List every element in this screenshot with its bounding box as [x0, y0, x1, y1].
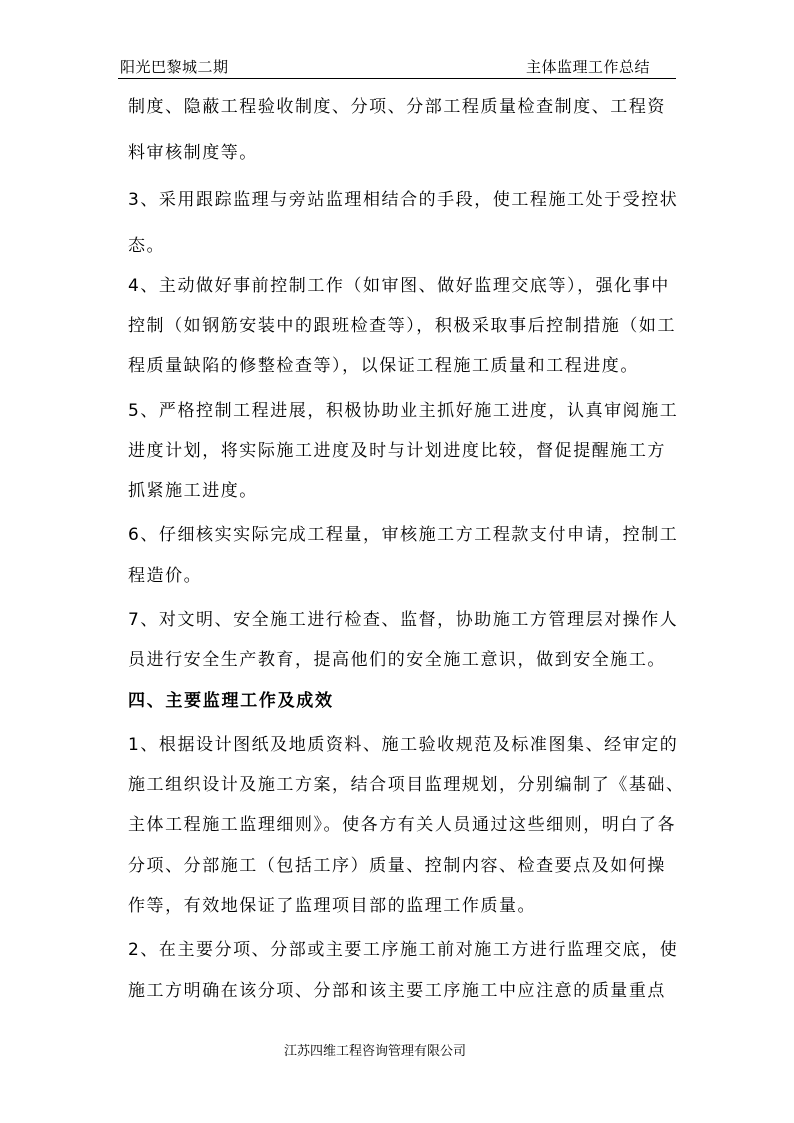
body-line: 程质量缺陷的修整检查等），以保证工程施工质量和工程进度。: [128, 356, 639, 376]
body-line: 2、在主要分项、分部或主要工序施工前对施工方进行监理交底，使: [128, 940, 679, 960]
body-line: 进度计划，将实际施工进度及时与计划进度比较，督促提醒施工方: [128, 441, 666, 461]
body-line: 5、严格控制工程进展，积极协助业主抓好施工进度，认真审阅施工: [128, 401, 679, 421]
body-line: 6、仔细核实实际完成工程量，审核施工方工程款支付申请，控制工: [128, 525, 679, 545]
header-project-name: 阳光巴黎城二期: [120, 58, 229, 76]
body-line: 制度、隐蔽工程验收制度、分项、分部工程质量检查制度、工程资: [128, 97, 666, 117]
body-line: 7、对文明、安全施工进行检查、监督，协助施工方管理层对操作人: [128, 610, 679, 630]
body-line: 施工方明确在该分项、分部和该主要工序施工中应注意的质量重点: [128, 981, 666, 1001]
body-line: 员进行安全生产教育，提高他们的安全施工意识，做到安全施工。: [128, 650, 666, 670]
body-line: 3、采用跟踪监理与旁站监理相结合的手段，使工程施工处于受控状: [128, 190, 679, 210]
section-heading: 四、主要监理工作及成效: [128, 691, 334, 711]
body-line: 控制（如钢筋安装中的跟班检查等），积极采取事后控制措施（如工: [128, 316, 676, 336]
body-line: 1、根据设计图纸及地质资料、施工验收规范及标准图集、经审定的: [128, 735, 679, 755]
page-footer-company: 江苏四维工程咨询管理有限公司: [284, 1044, 467, 1059]
body-line: 施工组织设计及施工方案，结合项目监理规划，分别编制了《基础、: [128, 775, 685, 795]
body-line: 主体工程施工监理细则》。使各方有关人员通过这些细则，明白了各: [128, 815, 676, 835]
body-line: 抓紧施工进度。: [128, 481, 258, 501]
body-line: 作等，有效地保证了监理项目部的监理工作质量。: [128, 896, 537, 916]
header-document-title: 主体监理工作总结: [526, 58, 651, 76]
body-line: 态。: [128, 236, 166, 256]
body-line: 分项、分部施工（包括工序）质量、控制内容、检查要点及如何操: [128, 856, 666, 876]
page-header: [118, 54, 676, 79]
body-line: 料审核制度等。: [128, 143, 258, 163]
body-line: 程造价。: [128, 566, 203, 586]
body-line: 4、主动做好事前控制工作（如审图、做好监理交底等），强化事中: [128, 276, 670, 296]
